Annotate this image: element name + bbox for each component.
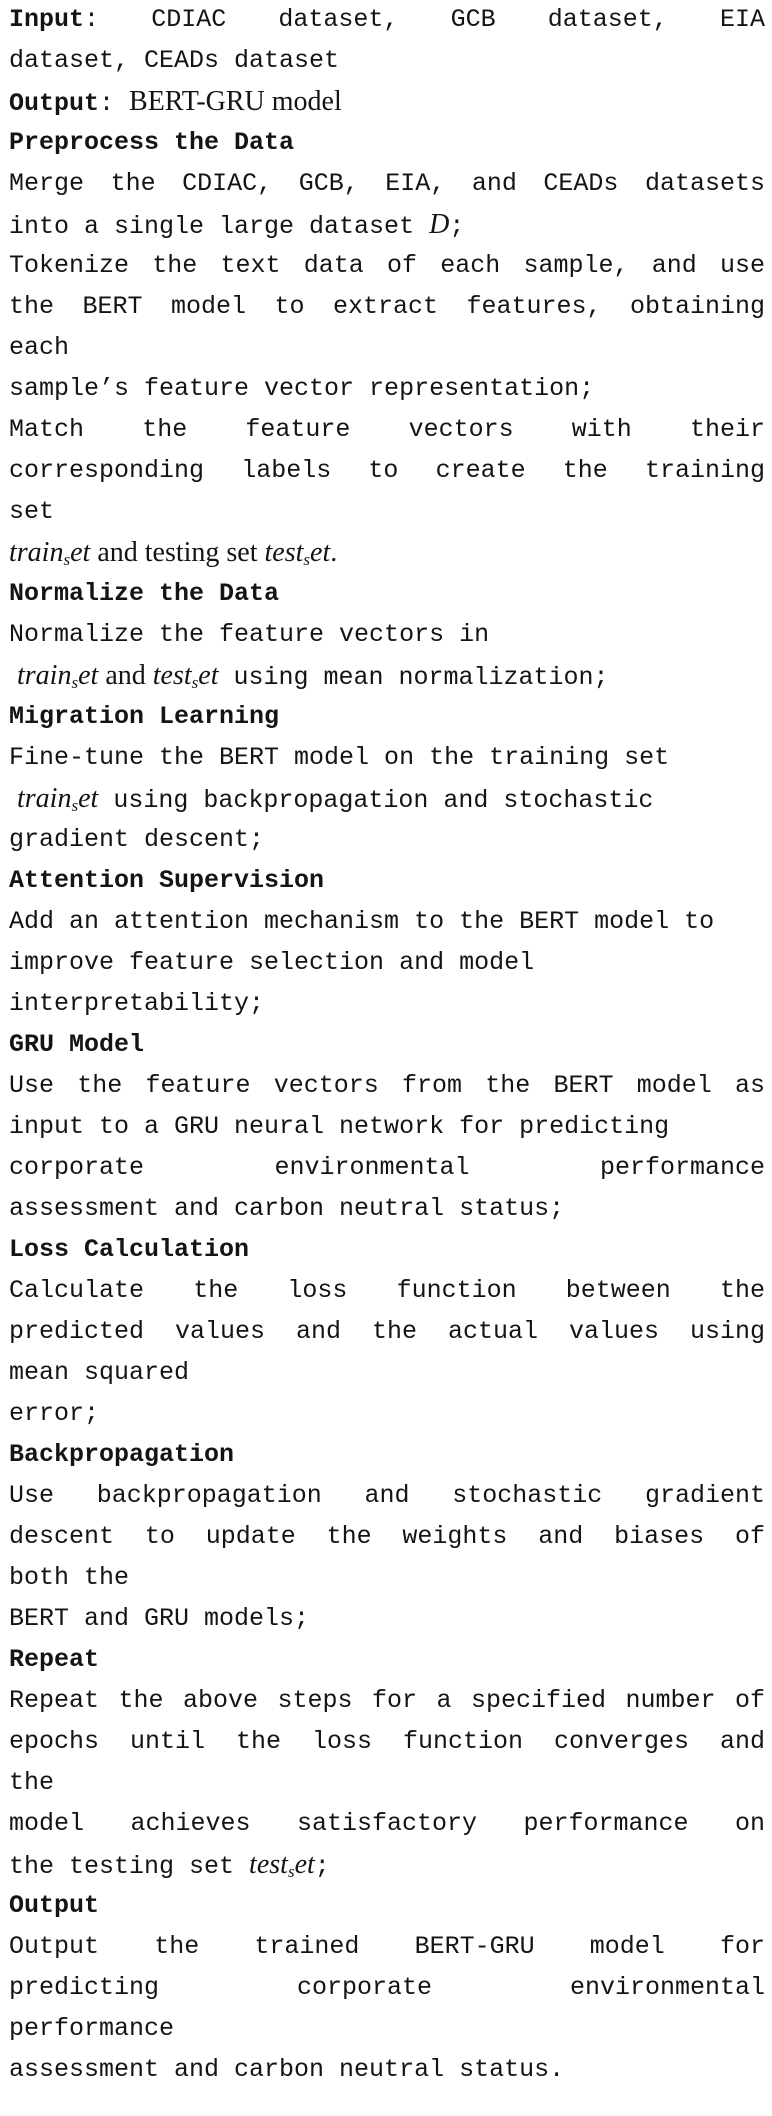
step-text: corporate environmental performance	[9, 1153, 765, 1182]
test-set-symbol: test$_s$et	[152, 660, 219, 692]
step-text: both the	[9, 1563, 130, 1592]
step-text: Normalize the feature vectors in	[9, 620, 490, 649]
step-text: Match the feature vectors with their	[9, 415, 765, 444]
step-text: assessment and carbon neutral status.	[9, 2055, 565, 2084]
output-line: Output: BERT-GRU model	[9, 86, 342, 118]
step-text: Calculate the loss function between the	[9, 1276, 765, 1305]
step-text: error;	[9, 1399, 100, 1428]
step-heading-repeat: Repeat	[9, 1645, 100, 1674]
step-text: corresponding labels to create the training	[9, 456, 765, 485]
step-text: train$_s$et and testing set test$_s$et.	[9, 537, 338, 569]
step-text: epochs until the loss function converges and	[9, 1727, 765, 1756]
train-set-symbol: train$_s$et	[9, 537, 91, 569]
step-text: sample’s feature vector representation;	[9, 374, 595, 403]
step-text: each	[9, 333, 70, 362]
step-text: the BERT model to extract features, obtaining	[9, 292, 765, 321]
step-heading-output: Output	[9, 1891, 100, 1920]
step-text: Tokenize the text data of each sample, and use	[9, 251, 765, 280]
train-set-symbol: train$_s$et	[17, 783, 99, 815]
step-text: Merge the CDIAC, GCB, EIA, and CEADs datasets	[9, 169, 765, 198]
step-text: Use backpropagation and stochastic gradient	[9, 1481, 765, 1510]
step-heading-normalize: Normalize the Data	[9, 579, 280, 608]
test-set-symbol: test$_s$et	[264, 537, 331, 569]
step-text: BERT and GRU models;	[9, 1604, 310, 1633]
step-text: gradient descent;	[9, 825, 265, 854]
step-text: improve feature selection and model	[9, 948, 535, 977]
input-line: Input: CDIAC dataset, GCB dataset, EIA	[9, 5, 765, 34]
test-set-symbol: test$_s$et	[249, 1849, 315, 1881]
step-text: model achieves satisfactory performance on	[9, 1809, 765, 1838]
step-text: Add an attention mechanism to the BERT model to	[9, 907, 715, 936]
step-heading-attention: Attention Supervision	[9, 866, 325, 895]
step-heading-loss: Loss Calculation	[9, 1235, 250, 1264]
step-text: interpretability;	[9, 989, 265, 1018]
step-heading-gru: GRU Model	[9, 1030, 145, 1059]
step-text: descent to update the weights and biases of	[9, 1522, 765, 1551]
step-text: Repeat the above steps for a specified number of	[9, 1686, 765, 1715]
step-text: Output the trained BERT-GRU model for	[9, 1932, 765, 1961]
step-heading-backprop: Backpropagation	[9, 1440, 235, 1469]
step-text: predicting corporate environmental	[9, 1973, 765, 2002]
step-text: Use the feature vectors from the BERT model as	[9, 1071, 765, 1100]
input-line-continued: dataset, CEADs dataset	[9, 46, 340, 75]
step-text: Fine-tune the BERT model on the training set	[9, 743, 670, 772]
step-text: train$_s$et using backpropagation and stochastic	[17, 783, 654, 815]
step-text: into a single large dataset D;	[9, 209, 465, 241]
step-text: set	[9, 497, 55, 526]
step-text: assessment and carbon neutral status;	[9, 1194, 565, 1223]
step-text: the testing set test$_s$et;	[9, 1849, 330, 1881]
step-text: input to a GRU neural network for predicting	[9, 1112, 670, 1141]
step-text: the	[9, 1768, 55, 1797]
step-heading-preprocess: Preprocess the Data	[9, 128, 295, 157]
step-text: performance	[9, 2014, 175, 2043]
step-text: train$_s$et and test$_s$et using mean normalization;	[17, 660, 609, 692]
step-heading-migration: Migration Learning	[9, 702, 280, 731]
train-set-symbol: train$_s$et	[17, 660, 99, 692]
step-text: predicted values and the actual values using	[9, 1317, 765, 1346]
step-text: mean squared	[9, 1358, 190, 1387]
